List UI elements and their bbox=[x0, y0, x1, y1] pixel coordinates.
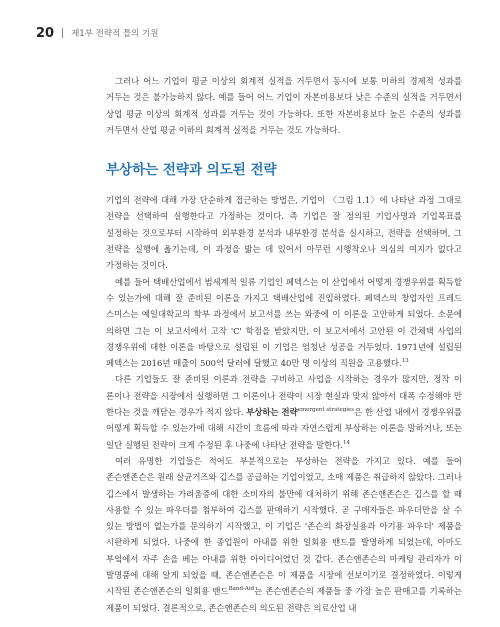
footnote-ref-13: 13 bbox=[401, 358, 409, 365]
term-emergent-strategy: 부상하는 전략 bbox=[246, 407, 298, 418]
paragraph-4 bbox=[106, 371, 462, 452]
paragraph-2: 기업의 전략에 대해 가장 단순하게 접근하는 방법은, 기업이 〈그림 1.1〉에 나타난 과정 그대로 전략을 선택하여 실행한다고 가정하는 것이다. 즉 기업은 잘 정의된 기업사명과 기업목표를 설정하는 것으로부터 시작하여 외부환경 분석과 내부환경 분석을 실시하고, 전략을 선택하며, 그 전략을 실행에 옮기는데, 이 과정을 밟는 데 있어서 아무런 시행착오나 의심의 여지가 없다고 가정하는 것이다. bbox=[106, 195, 462, 271]
page-number: 20 bbox=[36, 25, 55, 41]
paragraph-1: 그러나 어느 기업이 평균 이상의 회계적 실적을 거두면서 동시에 보통 이하의 경제적 성과를 거두는 것은 불가능하지 않다. 예를 들어 어느 기업이 자본비용보다 낮은 수준의 실적을 거두면서 상업 평균 이상의 회계적 성과를 거두는 것이 가능하다. 또한 자본비용보다 높은 수준의 성과를 거두면서 산업 평균 이하의 회계적 실적을 거두는 것도 가능하다. bbox=[106, 76, 462, 135]
section-heading: 부상하는 전략과 의도된 전략 bbox=[106, 162, 277, 179]
paragraph-4-text-a: 다른 기업들도 잘 준비된 이론과 전략을 구비하고 사업을 시작하는 경우가 많지만, 정작 이 론이나 전략을 시장에서 실행하면 그 이론이나 전략이 시장 현실과 맞지 않아서 대폭 수정해야 만 한다는 것을 깨닫는 경우가 적지 않다. bbox=[106, 374, 462, 418]
paragraph-5 bbox=[106, 453, 462, 616]
paragraph-5-text-b: 는 존슨앤존슨의 제품들 중 가장 높은 판매고를 기록하는 제품이 되었다. 결론적으로, 존슨앤존슨의 의도된 전략은 의료산업 내 bbox=[106, 586, 462, 613]
body-text bbox=[106, 73, 462, 616]
term-band-aid: Band-Aid bbox=[228, 586, 255, 593]
page-header bbox=[36, 26, 159, 40]
running-title: 제1부 전략적 틀의 기원 bbox=[71, 29, 159, 39]
paragraph-5-text-a: 여러 유명한 기업들은 적어도 부분적으로는 부상하는 전략을 가지고 있다. 예를 들어 존슨앤존슨은 원래 살균거즈와 깁스를 공급하는 기업이었고, 소매 제품은 취급하지 않았다. 그러나 깁스에서 발생하는 가려움증에 대한 소비자의 불만에 대처하기 위해 존슨앤존슨은 깁스를 할 때 사용할 수 있는 파우더를 첨부하여 깁스를 판매하기 시작했다. 곧 구매자들은 파우더만을 살 수 있는 방법이 없는가를 문의하기 시작했고, 이 기업은 '존슨의 화장실용과 아기용 파우더' 제품을 시판하게 되었다. 나중에 한 종업원이 아내를 위한 일회용 밴드를 발명하게 되었는데, 아마도 부엌에서 자주 손을 베는 아내를 위한 아이디어였던 것 같다. 존슨앤존슨의 마케팅 관리자가 이 발명품에 대해 알게 되었을 때, 존슨앤존슨은 이 제품을 시장에 선보이기로 결정하였다. 이렇게 시작된 존슨앤존슨의 일회용 밴드 bbox=[106, 455, 462, 597]
paragraph-3 bbox=[106, 274, 462, 372]
header-divider bbox=[62, 28, 63, 38]
paragraph-3-text: 예를 들어 택배산업에서 범세계적 일류 기업인 페덱스는 이 산업에서 어떻게 경쟁우위를 획득할 수 있는가에 대해 잘 준비된 이론을 가지고 택배산업에 진입하였다. 페덱스의 창업자인 프레드 스미스는 예일대학교의 학부 과정에서 보고서를 쓰는 와중에 이 이론을 고안하게 되었다. 소문에 의하면 그는 이 보고서에서 고작 'C' 학점을 받았지만, 이 보고서에서 고안된 이 간체택 사업의 경쟁우위에 대한 이론을 바탕으로 설립된 이 기업은 엄청난 성공을 거두었다. 1971년에 설립된 페덱스는 2016년 매출이 500억 달러에 달했고 40만 명 이상의 직원을 고용했다. bbox=[106, 276, 462, 369]
term-english-emergent: emergent strategies bbox=[297, 407, 355, 414]
paragraph-4-text-b: 은 한 산업 내에서 경쟁우위를 어떻게 획득할 수 있는가에 대해 시간이 흐름에 따라 자연스럽게 부상하는 이론을 말하거나, 또는 일단 실행된 전략이 크게 수정된 후 나중에 나타난 전략을 말한다. bbox=[106, 407, 462, 450]
footnote-ref-14: 14 bbox=[342, 439, 350, 446]
